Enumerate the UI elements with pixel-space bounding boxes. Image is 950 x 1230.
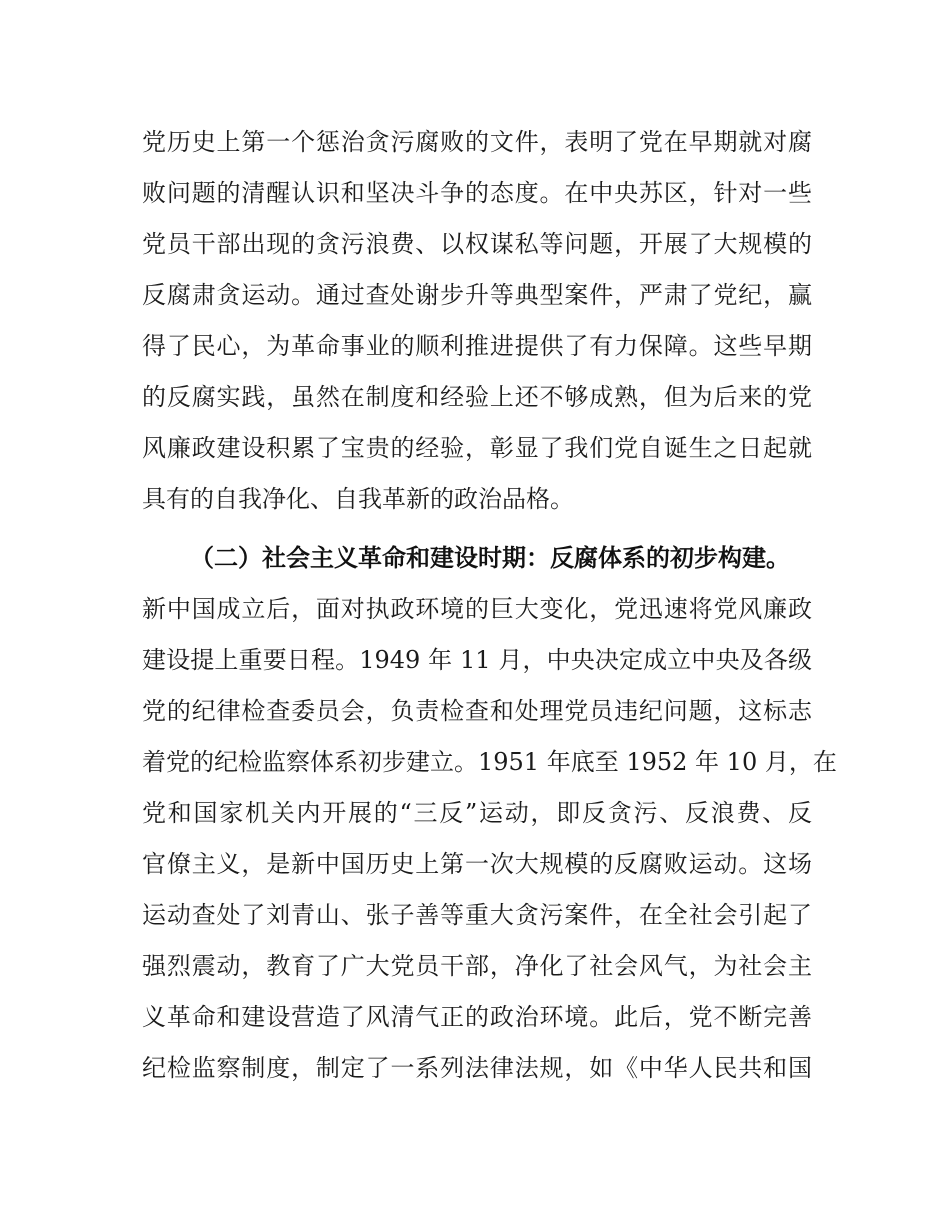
paragraph-1-line-5: 得了民心，为革命事业的顺利推进提供了有力保障。这些早期 xyxy=(142,332,812,360)
paragraph-2-line-2: 建设提上重要日程。1949 年 11 月，中央决定成立中央及各级 xyxy=(142,646,812,674)
paragraph-2-line-5: 党和国家机关内开展的“三反”运动，即反贪污、反浪费、反 xyxy=(142,799,812,827)
paragraph-2-line-10: 纪检监察制度，制定了一系列法律法规，如《中华人民共和国 xyxy=(142,1054,812,1082)
paragraph-2-line-6: 官僚主义，是新中国历史上第一次大规模的反腐败运动。这场 xyxy=(142,850,812,878)
paragraph-1-line-6: 的反腐实践，虽然在制度和经验上还不够成熟，但为后来的党 xyxy=(142,383,812,411)
paragraph-1-line-8: 具有的自我净化、自我革新的政治品格。 xyxy=(142,485,574,513)
paragraph-2-line-3: 党的纪律检查委员会，负责检查和处理党员违纪问题，这标志 xyxy=(142,697,812,725)
paragraph-2-line-1: 新中国成立后，面对执政环境的巨大变化，党迅速将党风廉政 xyxy=(142,595,812,623)
paragraph-1-line-2: 败问题的清醒认识和坚决斗争的态度。在中央苏区，针对一些 xyxy=(142,179,812,207)
paragraph-2-line-7: 运动查处了刘青山、张子善等重大贪污案件，在全社会引起了 xyxy=(142,901,812,929)
section-heading: （二）社会主义革命和建设时期：反腐体系的初步构建。 xyxy=(190,544,790,572)
paragraph-2-line-8: 强烈震动，教育了广大党员干部，净化了社会风气，为社会主 xyxy=(142,952,812,980)
paragraph-1-line-1: 党历史上第一个惩治贪污腐败的文件，表明了党在早期就对腐 xyxy=(142,128,812,156)
paragraph-2-line-9: 义革命和建设营造了风清气正的政治环境。此后，党不断完善 xyxy=(142,1003,812,1031)
paragraph-1-line-4: 反腐肃贪运动。通过查处谢步升等典型案件，严肃了党纪，赢 xyxy=(142,281,812,309)
paragraph-2-line-4: 着党的纪检监察体系初步建立。1951 年底至 1952 年 10 月，在 xyxy=(142,748,837,776)
paragraph-1-line-7: 风廉政建设积累了宝贵的经验，彰显了我们党自诞生之日起就 xyxy=(142,434,812,462)
paragraph-1-line-3: 党员干部出现的贪污浪费、以权谋私等问题，开展了大规模的 xyxy=(142,230,812,258)
